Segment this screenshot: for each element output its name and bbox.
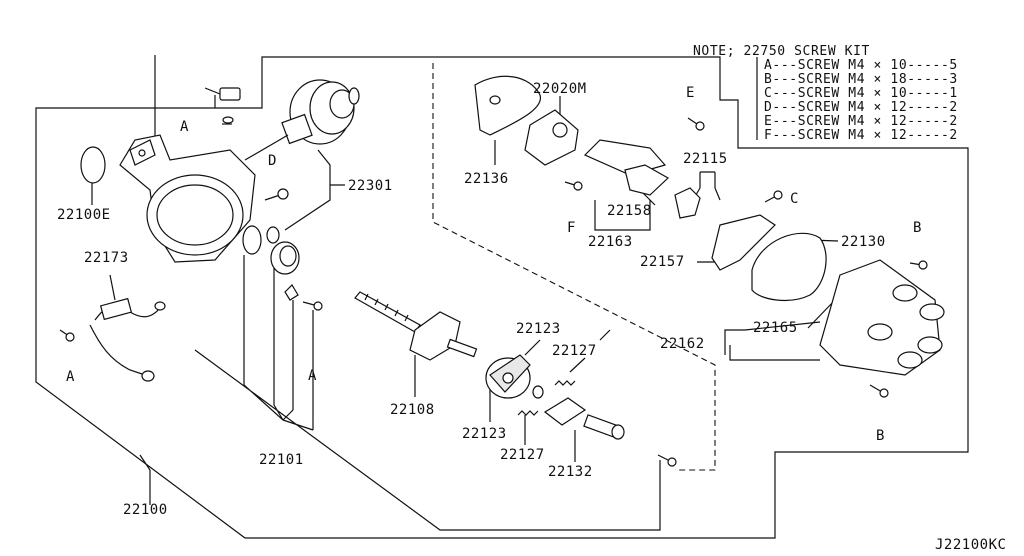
seal-ring xyxy=(243,226,261,254)
rotor-shaft-22132 xyxy=(545,398,624,439)
part-label-22132: 22132 xyxy=(548,464,593,480)
note-row-A: A---SCREW M4 × 10-----5 xyxy=(764,58,958,73)
note-row-F: F---SCREW M4 × 12-----2 xyxy=(764,128,958,143)
part-label-22157: 22157 xyxy=(640,254,685,270)
note-row-E: E---SCREW M4 × 12-----2 xyxy=(764,114,958,129)
shaft-22108 xyxy=(355,292,477,360)
washer xyxy=(267,227,279,243)
screw-letter-E: E xyxy=(686,85,695,101)
part-label-22123-lower: 22123 xyxy=(462,426,507,442)
screw-C xyxy=(765,191,782,202)
pickup-22020M xyxy=(525,110,578,165)
note-header: NOTE; 22750 SCREW KIT xyxy=(693,44,870,59)
screw-letter-D: D xyxy=(268,153,277,169)
cap-22162 xyxy=(820,260,944,375)
screw-A-lower xyxy=(303,302,322,310)
part-label-22158: 22158 xyxy=(607,203,652,219)
part-label-22301: 22301 xyxy=(348,178,393,194)
clip xyxy=(285,285,298,300)
part-label-22173: 22173 xyxy=(84,250,129,266)
screw-letter-B-bottom: B xyxy=(876,428,885,444)
note-row-C: C---SCREW M4 × 10-----1 xyxy=(764,86,958,101)
screw-B-1 xyxy=(910,261,927,269)
part-label-22163: 22163 xyxy=(588,234,633,250)
part-label-22127-upper: 22127 xyxy=(552,343,597,359)
part-label-22115: 22115 xyxy=(683,151,728,167)
part-label-22123-upper: 22123 xyxy=(516,321,561,337)
leader-22100 xyxy=(140,455,150,505)
leader-22123a xyxy=(525,340,540,355)
screw-bottom xyxy=(658,455,676,466)
bracket-22158 xyxy=(625,165,668,195)
part-label-22136: 22136 xyxy=(464,171,509,187)
screw-B-2 xyxy=(870,385,888,397)
screw-A-harness xyxy=(60,330,74,341)
leader-22173 xyxy=(110,275,115,300)
part-label-22127-lower: 22127 xyxy=(500,447,545,463)
screw-letter-C: C xyxy=(790,191,799,207)
part-label-22020M: 22020M xyxy=(533,81,587,97)
screw-A-1 xyxy=(222,117,233,124)
note-row-B: B---SCREW M4 × 18-----3 xyxy=(764,72,958,87)
screw-E xyxy=(688,118,704,130)
module-22115 xyxy=(675,188,700,218)
bearing-22101 xyxy=(271,242,299,274)
distributor-housing xyxy=(120,135,255,262)
part-label-22130: 22130 xyxy=(841,234,886,250)
gasket-22130 xyxy=(752,233,826,300)
harness-22173 xyxy=(90,299,165,381)
part-label-22165: 22165 xyxy=(753,320,798,336)
screw-letter-A-harness: A xyxy=(66,369,75,385)
part-label-22101: 22101 xyxy=(259,452,304,468)
figure-code: J22100KC xyxy=(935,537,1007,553)
spring-22127a xyxy=(555,381,575,385)
leader-22127a xyxy=(570,358,585,372)
screw-letter-F: F xyxy=(567,220,576,236)
screw-letter-A-lower: A xyxy=(308,368,317,384)
o-ring-22100E xyxy=(81,147,105,183)
part-label-22100: 22100 xyxy=(123,502,168,518)
note-row-D: D---SCREW M4 × 12-----2 xyxy=(764,100,958,115)
part-label-22100E: 22100E xyxy=(57,207,111,223)
part-label-22108: 22108 xyxy=(390,402,435,418)
governor-22123 xyxy=(486,355,530,398)
screw-F xyxy=(565,182,582,190)
part-label-22162: 22162 xyxy=(660,336,705,352)
screw-letter-A-top: A xyxy=(180,119,189,135)
screw-A-top xyxy=(205,88,240,100)
screw-letter-B-top: B xyxy=(913,220,922,236)
spring-22127b xyxy=(518,411,538,415)
c-washer xyxy=(533,386,543,398)
plate-hole xyxy=(490,96,500,104)
screw-D xyxy=(265,189,288,200)
